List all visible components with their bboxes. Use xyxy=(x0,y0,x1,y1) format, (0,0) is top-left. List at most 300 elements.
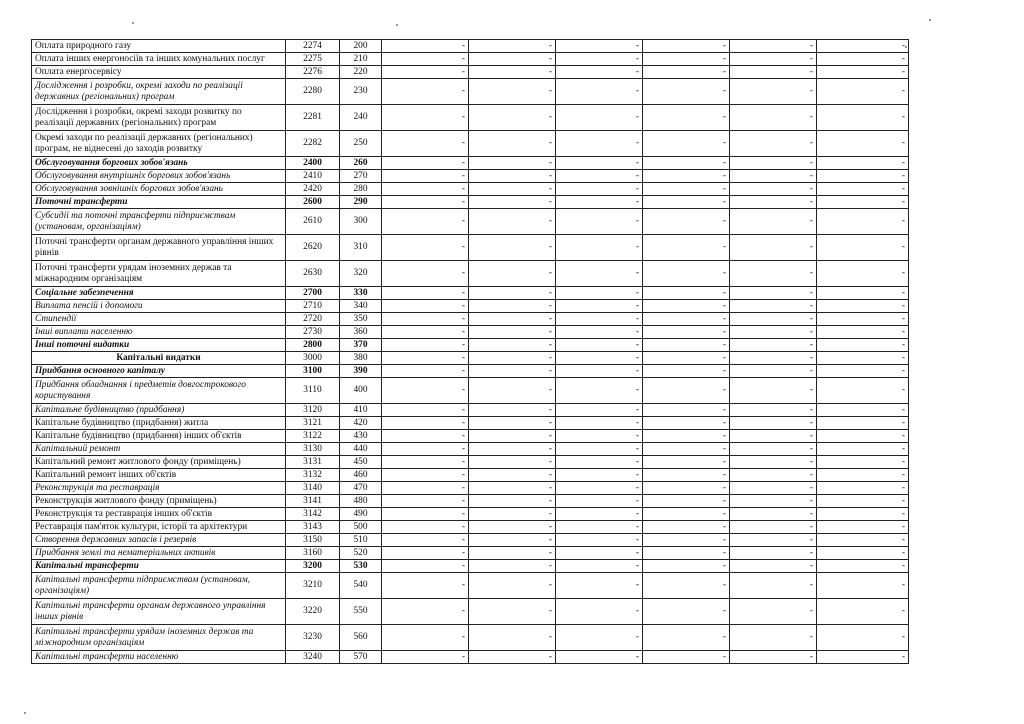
row-value: - xyxy=(817,443,909,456)
row-value: - xyxy=(382,313,469,326)
row-value: - xyxy=(469,508,556,521)
row-value: - xyxy=(469,417,556,430)
row-value: - xyxy=(643,417,730,430)
table-row xyxy=(32,482,909,495)
row-value: - xyxy=(730,183,817,196)
scan-speck xyxy=(24,712,26,714)
row-code: 2720 xyxy=(286,313,340,326)
row-name: Обслуговування внутрішніх боргових зобов'язань xyxy=(32,170,286,183)
row-code: 3000 xyxy=(286,352,340,365)
table-row xyxy=(32,573,909,599)
table-row xyxy=(32,287,909,300)
row-value: - xyxy=(556,131,643,157)
row-value: - xyxy=(643,495,730,508)
row-code: 2274 xyxy=(286,40,340,53)
row-name: Капітальні трансферти xyxy=(32,560,286,573)
row-value: - xyxy=(730,404,817,417)
table-row xyxy=(32,365,909,378)
row-value: - xyxy=(469,170,556,183)
table-row xyxy=(32,40,909,53)
row-value: - xyxy=(730,573,817,599)
row-value: - xyxy=(730,521,817,534)
row-name: Капітальні трансферти підприємствам (установам, організаціям) xyxy=(32,573,286,599)
row-value: - xyxy=(382,560,469,573)
row-value: - xyxy=(730,469,817,482)
table-row xyxy=(32,105,909,131)
scan-speck xyxy=(929,19,931,21)
row-value: - xyxy=(556,261,643,287)
row-name: Окремі заходи по реалізації державних (регіональних) програм, не віднесені до заходів розвитку xyxy=(32,131,286,157)
row-value: - xyxy=(556,482,643,495)
row-value: - xyxy=(817,365,909,378)
row-name: Реконструкція та реставрація xyxy=(32,482,286,495)
table-row xyxy=(32,651,909,664)
row-value: - xyxy=(469,573,556,599)
row-code: 3140 xyxy=(286,482,340,495)
row-value: - xyxy=(817,495,909,508)
row-line-number: 550 xyxy=(340,599,382,625)
row-value: - xyxy=(730,495,817,508)
row-value: - xyxy=(382,534,469,547)
row-value: - xyxy=(382,196,469,209)
row-value: - xyxy=(469,495,556,508)
row-value: - xyxy=(730,599,817,625)
row-line-number: 480 xyxy=(340,495,382,508)
row-line-number: 360 xyxy=(340,326,382,339)
row-value: - xyxy=(730,105,817,131)
row-value: - xyxy=(469,209,556,235)
row-code: 2400 xyxy=(286,157,340,170)
row-value: - xyxy=(730,131,817,157)
row-name: Капітальні видатки xyxy=(32,352,286,365)
row-value: - xyxy=(556,456,643,469)
row-line-number: 230 xyxy=(340,79,382,105)
row-value: - xyxy=(382,521,469,534)
row-value: - xyxy=(469,235,556,261)
row-value: - xyxy=(382,495,469,508)
row-value: - xyxy=(643,339,730,352)
row-value: - xyxy=(643,326,730,339)
row-value: - xyxy=(730,300,817,313)
row-value: - xyxy=(556,599,643,625)
row-value: - xyxy=(730,79,817,105)
row-value: - xyxy=(556,170,643,183)
row-value: - xyxy=(643,378,730,404)
row-code: 2276 xyxy=(286,66,340,79)
row-value: - xyxy=(643,430,730,443)
row-value: - xyxy=(817,573,909,599)
row-value: - xyxy=(469,378,556,404)
row-code: 3130 xyxy=(286,443,340,456)
row-line-number: 250 xyxy=(340,131,382,157)
row-value: - xyxy=(469,287,556,300)
table-row xyxy=(32,378,909,404)
row-line-number: 450 xyxy=(340,456,382,469)
row-name: Поточні трансферти xyxy=(32,196,286,209)
row-code: 2800 xyxy=(286,339,340,352)
row-value: - xyxy=(556,287,643,300)
row-code: 2610 xyxy=(286,209,340,235)
row-value: - xyxy=(469,196,556,209)
row-value: - xyxy=(556,430,643,443)
row-value: - xyxy=(730,482,817,495)
row-value: - xyxy=(730,196,817,209)
table-row xyxy=(32,131,909,157)
scan-speck xyxy=(132,22,134,24)
row-value: - xyxy=(643,599,730,625)
row-value: - xyxy=(382,157,469,170)
table-row xyxy=(32,547,909,560)
table-row xyxy=(32,404,909,417)
row-value: - xyxy=(817,157,909,170)
row-value: - xyxy=(643,53,730,66)
row-value: - xyxy=(556,651,643,664)
row-line-number: 290 xyxy=(340,196,382,209)
row-value: - xyxy=(817,209,909,235)
row-value: - xyxy=(730,365,817,378)
row-value: - xyxy=(817,196,909,209)
row-value: - xyxy=(382,651,469,664)
row-value: - xyxy=(469,534,556,547)
row-value: - xyxy=(817,170,909,183)
row-name: Реконструкція житлового фонду (приміщень) xyxy=(32,495,286,508)
row-value: - xyxy=(469,79,556,105)
row-line-number: 330 xyxy=(340,287,382,300)
row-code: 2282 xyxy=(286,131,340,157)
table-row xyxy=(32,170,909,183)
row-name: Капітальне будівництво (придбання) xyxy=(32,404,286,417)
row-name: Дослідження і розробки, окремі заходи розвитку по реалізації державних (регіональних) програм xyxy=(32,105,286,131)
row-code: 2620 xyxy=(286,235,340,261)
row-value: - xyxy=(643,196,730,209)
row-name: Оплата енергосервісу xyxy=(32,66,286,79)
row-value: - xyxy=(643,352,730,365)
row-code: 3142 xyxy=(286,508,340,521)
row-code: 2420 xyxy=(286,183,340,196)
row-value: - xyxy=(643,235,730,261)
row-line-number: 220 xyxy=(340,66,382,79)
scan-speck xyxy=(396,24,398,26)
row-line-number: 500 xyxy=(340,521,382,534)
row-value: - xyxy=(817,378,909,404)
row-value: - xyxy=(556,573,643,599)
row-line-number: 470 xyxy=(340,482,382,495)
table-row xyxy=(32,469,909,482)
row-value: - xyxy=(556,40,643,53)
row-value: - xyxy=(469,157,556,170)
row-value: - xyxy=(382,430,469,443)
row-code: 3240 xyxy=(286,651,340,664)
row-value: - xyxy=(469,430,556,443)
row-value: - xyxy=(469,53,556,66)
row-value: - xyxy=(382,508,469,521)
row-value: - xyxy=(817,521,909,534)
table-row xyxy=(32,443,909,456)
row-name: Оплата інших енергоносіїв та інших комунальних послуг xyxy=(32,53,286,66)
row-code: 2410 xyxy=(286,170,340,183)
row-code: 2275 xyxy=(286,53,340,66)
row-value: - xyxy=(469,300,556,313)
row-value: - xyxy=(382,66,469,79)
row-line-number: 340 xyxy=(340,300,382,313)
row-name: Інші виплати населенню xyxy=(32,326,286,339)
row-value: - xyxy=(643,183,730,196)
row-line-number: 270 xyxy=(340,170,382,183)
row-value: - xyxy=(382,417,469,430)
row-name: Реконструкція та реставрація інших об'єктів xyxy=(32,508,286,521)
scan-speck xyxy=(905,46,907,48)
table-row xyxy=(32,534,909,547)
row-value: - xyxy=(643,131,730,157)
row-value: - xyxy=(469,443,556,456)
row-value: - xyxy=(469,482,556,495)
row-name: Виплата пенсій і допомоги xyxy=(32,300,286,313)
row-name: Оплата природного газу xyxy=(32,40,286,53)
row-value: - xyxy=(643,209,730,235)
row-line-number: 350 xyxy=(340,313,382,326)
row-value: - xyxy=(556,521,643,534)
row-value: - xyxy=(382,599,469,625)
row-code: 3220 xyxy=(286,599,340,625)
row-code: 2281 xyxy=(286,105,340,131)
row-value: - xyxy=(556,365,643,378)
row-value: - xyxy=(382,443,469,456)
row-value: - xyxy=(469,404,556,417)
row-value: - xyxy=(643,534,730,547)
row-line-number: 570 xyxy=(340,651,382,664)
row-value: - xyxy=(817,66,909,79)
row-value: - xyxy=(643,365,730,378)
row-value: - xyxy=(556,105,643,131)
row-code: 2700 xyxy=(286,287,340,300)
row-line-number: 280 xyxy=(340,183,382,196)
row-code: 3122 xyxy=(286,430,340,443)
row-value: - xyxy=(469,183,556,196)
row-value: - xyxy=(469,313,556,326)
table-row xyxy=(32,417,909,430)
row-value: - xyxy=(556,417,643,430)
row-value: - xyxy=(382,287,469,300)
row-value: - xyxy=(469,131,556,157)
row-code: 3230 xyxy=(286,625,340,651)
row-name: Субсидії та поточні трансферти підприємствам (установам, організаціям) xyxy=(32,209,286,235)
row-value: - xyxy=(730,625,817,651)
row-value: - xyxy=(730,456,817,469)
table-row xyxy=(32,157,909,170)
row-value: - xyxy=(817,534,909,547)
row-value: - xyxy=(556,326,643,339)
row-code: 3143 xyxy=(286,521,340,534)
row-value: - xyxy=(817,79,909,105)
row-line-number: 200 xyxy=(340,40,382,53)
row-code: 2630 xyxy=(286,261,340,287)
table-row xyxy=(32,456,909,469)
row-name: Капітальні трансферти органам державного управління інших рівнів xyxy=(32,599,286,625)
row-code: 3100 xyxy=(286,365,340,378)
row-name: Стипендії xyxy=(32,313,286,326)
row-value: - xyxy=(817,53,909,66)
row-value: - xyxy=(643,469,730,482)
row-line-number: 410 xyxy=(340,404,382,417)
row-value: - xyxy=(556,625,643,651)
row-code: 3210 xyxy=(286,573,340,599)
row-value: - xyxy=(469,469,556,482)
row-value: - xyxy=(469,352,556,365)
table-row xyxy=(32,508,909,521)
row-value: - xyxy=(730,287,817,300)
row-value: - xyxy=(643,625,730,651)
table-row xyxy=(32,430,909,443)
row-name: Соціальне забезпечення xyxy=(32,287,286,300)
row-line-number: 390 xyxy=(340,365,382,378)
row-name: Придбання землі та нематеріальних активів xyxy=(32,547,286,560)
row-value: - xyxy=(382,209,469,235)
row-value: - xyxy=(643,404,730,417)
row-value: - xyxy=(469,547,556,560)
row-value: - xyxy=(730,547,817,560)
row-line-number: 300 xyxy=(340,209,382,235)
row-value: - xyxy=(556,300,643,313)
row-value: - xyxy=(382,170,469,183)
row-name: Капітальні трансферти урядам іноземних держав та міжнародним організаціям xyxy=(32,625,286,651)
row-value: - xyxy=(730,378,817,404)
row-value: - xyxy=(469,560,556,573)
row-value: - xyxy=(643,79,730,105)
row-value: - xyxy=(730,534,817,547)
row-value: - xyxy=(817,40,909,53)
row-value: - xyxy=(817,183,909,196)
row-line-number: 240 xyxy=(340,105,382,131)
row-value: - xyxy=(556,352,643,365)
row-name: Придбання обладнання і предметів довгострокового користування xyxy=(32,378,286,404)
row-value: - xyxy=(643,66,730,79)
row-value: - xyxy=(556,79,643,105)
table-row xyxy=(32,209,909,235)
row-value: - xyxy=(643,313,730,326)
row-value: - xyxy=(469,66,556,79)
row-value: - xyxy=(730,430,817,443)
row-value: - xyxy=(817,287,909,300)
row-value: - xyxy=(382,183,469,196)
table-row xyxy=(32,196,909,209)
row-code: 3120 xyxy=(286,404,340,417)
row-value: - xyxy=(382,404,469,417)
table-row xyxy=(32,79,909,105)
row-value: - xyxy=(556,547,643,560)
row-name: Поточні трансферти органам державного управління інших рівнів xyxy=(32,235,286,261)
row-value: - xyxy=(556,196,643,209)
row-value: - xyxy=(817,651,909,664)
row-value: - xyxy=(469,651,556,664)
row-value: - xyxy=(382,300,469,313)
row-name: Поточні трансферти урядам іноземних держав та міжнародним організаціям xyxy=(32,261,286,287)
row-line-number: 530 xyxy=(340,560,382,573)
row-value: - xyxy=(730,339,817,352)
row-value: - xyxy=(556,313,643,326)
row-value: - xyxy=(382,456,469,469)
row-line-number: 380 xyxy=(340,352,382,365)
row-line-number: 490 xyxy=(340,508,382,521)
row-value: - xyxy=(643,508,730,521)
row-value: - xyxy=(469,456,556,469)
row-value: - xyxy=(643,456,730,469)
row-value: - xyxy=(643,521,730,534)
row-name: Реставрація пам'яток культури, історії та архітектури xyxy=(32,521,286,534)
row-value: - xyxy=(817,456,909,469)
row-value: - xyxy=(556,404,643,417)
row-value: - xyxy=(382,79,469,105)
row-value: - xyxy=(643,560,730,573)
row-value: - xyxy=(556,560,643,573)
table-row xyxy=(32,66,909,79)
row-value: - xyxy=(817,131,909,157)
row-name: Придбання основного капіталу xyxy=(32,365,286,378)
row-value: - xyxy=(817,599,909,625)
row-value: - xyxy=(382,53,469,66)
row-name: Обслуговування зовнішніх боргових зобов'язань xyxy=(32,183,286,196)
row-value: - xyxy=(817,469,909,482)
table-row xyxy=(32,261,909,287)
row-value: - xyxy=(382,40,469,53)
row-value: - xyxy=(382,326,469,339)
row-value: - xyxy=(643,482,730,495)
row-code: 2730 xyxy=(286,326,340,339)
row-value: - xyxy=(643,300,730,313)
row-value: - xyxy=(556,209,643,235)
row-code: 3110 xyxy=(286,378,340,404)
row-value: - xyxy=(556,495,643,508)
row-value: - xyxy=(817,404,909,417)
row-value: - xyxy=(817,105,909,131)
row-line-number: 440 xyxy=(340,443,382,456)
row-value: - xyxy=(382,339,469,352)
row-value: - xyxy=(469,40,556,53)
row-value: - xyxy=(643,170,730,183)
table-row xyxy=(32,495,909,508)
row-value: - xyxy=(382,131,469,157)
row-value: - xyxy=(469,261,556,287)
table-row xyxy=(32,599,909,625)
row-value: - xyxy=(556,235,643,261)
row-value: - xyxy=(469,625,556,651)
row-value: - xyxy=(817,547,909,560)
row-value: - xyxy=(382,573,469,599)
row-code: 3121 xyxy=(286,417,340,430)
row-value: - xyxy=(556,53,643,66)
row-value: - xyxy=(643,573,730,599)
row-value: - xyxy=(730,53,817,66)
row-line-number: 460 xyxy=(340,469,382,482)
row-value: - xyxy=(556,469,643,482)
row-value: - xyxy=(730,326,817,339)
row-code: 3160 xyxy=(286,547,340,560)
row-value: - xyxy=(817,261,909,287)
row-value: - xyxy=(817,430,909,443)
row-value: - xyxy=(556,66,643,79)
row-value: - xyxy=(817,508,909,521)
table-body xyxy=(32,40,909,664)
table-row xyxy=(32,313,909,326)
row-name: Капітальний ремонт xyxy=(32,443,286,456)
row-name: Інші поточні видатки xyxy=(32,339,286,352)
row-line-number: 210 xyxy=(340,53,382,66)
row-value: - xyxy=(556,508,643,521)
row-line-number: 420 xyxy=(340,417,382,430)
row-value: - xyxy=(556,157,643,170)
row-value: - xyxy=(730,170,817,183)
row-value: - xyxy=(817,339,909,352)
row-value: - xyxy=(730,40,817,53)
